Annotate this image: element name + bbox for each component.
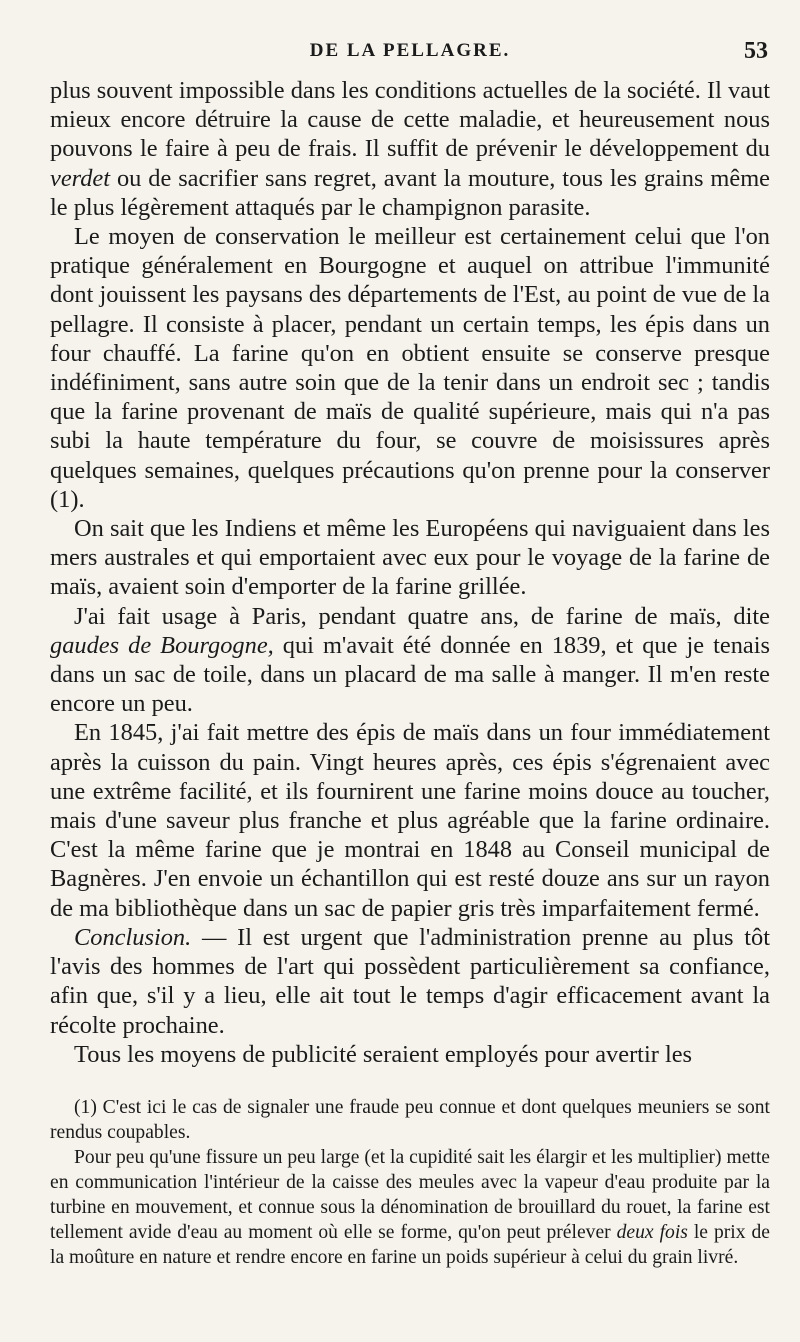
footnote-1: (1) C'est ici le cas de signaler une fraude peu connue et dont quelques meuniers se sont rendus coupables.	[50, 1096, 770, 1143]
conclusion-label: Conclusion.	[74, 923, 192, 951]
footnote-2	[50, 1145, 770, 1270]
paragraph-2: Le moyen de conservation le meilleur est certainement celui que l'on pratique généralement en Bourgogne et auquel on attribue l'immunité dont jouissent les paysans des départements de l'Est, au point de vue de la pellagre. Il consiste à placer, pendant un certain temps, les épis dans un four chauffé. La farine qu'on en obtient ensuite se conserve presque indéfiniment, sans autre soin que de la tenir dans un endroit sec ; tandis que la farine provenant de maïs de qualité supérieure, mais qui n'a pas subi la haute température du four, se couvre de moisissures après quelques semaines, quelques précautions qu'on prenne pour la conserver (1).	[50, 223, 770, 513]
paragraph-4-italic: gaudes de Bourgogne,	[50, 631, 274, 659]
paragraph-1-text-a: plus souvent impossible dans les conditions actuelles de la société. Il vaut mieux encore détruire la cause de cette maladie, et heureusement nous pouvons le faire à peu de frais. Il suffit de prévenir le développement du	[50, 77, 770, 163]
running-head	[50, 34, 770, 74]
paragraph-3: On sait que les Indiens et même les Européens qui naviguaient dans les mers australes et qui emportaient avec eux pour le voyage de la farine de maïs, avaient soin d'emporter de la farine grillée.	[50, 515, 770, 601]
paragraph-5: En 1845, j'ai fait mettre des épis de maïs dans un four immédiatement après la cuisson du pain. Vingt heures après, ces épis s'égrenaient avec une extrême facilité, et ils fournirent une farine moins douce au toucher, mais d'une saveur plus franche et plus agréable que la farine ordinaire. C'est la même farine que je montrai en 1848 au Conseil municipal de Bagnères. J'en envoie un échantillon qui est resté douze ans sur un rayon de ma bibliothèque dans un sac de papier gris très imparfaitement fermé.	[50, 719, 770, 922]
main-text	[50, 76, 770, 1069]
paragraph-6	[50, 923, 770, 1040]
paragraph-1	[50, 76, 770, 222]
running-title: DE LA PELLAGRE.	[309, 40, 511, 61]
footnote-2-italic: deux fois	[616, 1221, 688, 1243]
paragraph-6-text: — Il est urgent que l'administration prenne au plus tôt l'avis des hommes de l'art qui possèdent particulièrement sa confiance, afin que, s'il y a lieu, elle ait tout le temps d'agir efficacement avant la récolte prochaine.	[50, 923, 770, 1039]
paragraph-1-text-b: ou de sacrifier sans regret, avant la mouture, tous les grains même le plus légèrement attaqués par le champignon parasite.	[50, 164, 770, 221]
paragraph-4-text-b: qui m'avait été donnée en 1839, et que je tenais dans un sac de toile, dans un placard de ma salle à manger. Il m'en reste encore un peu.	[50, 631, 770, 718]
page-number: 53	[744, 38, 768, 64]
footnote-2-text-b: le prix de la moûture en nature et rendre encore en farine un poids supérieur à celui du grain livré.	[50, 1221, 770, 1268]
footnote-2-text-a: Pour peu qu'une fissure un peu large (et la cupidité sait les élargir et les multiplier) mette en communication l'intérieur de la caisse des meules avec la vapeur d'eau produite par la turbine en mouvement, et connue sous la dénomination de brouillard du rouet, la farine est tellement avide d'eau au moment où elle se forme, qu'on peut prélever	[50, 1146, 770, 1243]
paragraph-4-text-a: J'ai fait usage à Paris, pendant quatre ans, de farine de maïs, dite	[74, 602, 770, 630]
footnotes	[50, 1095, 770, 1270]
paragraph-7: Tous les moyens de publicité seraient employés pour avertir les	[74, 1040, 693, 1068]
paragraph-1-italic: verdet	[50, 164, 111, 192]
paragraph-4	[50, 602, 770, 719]
